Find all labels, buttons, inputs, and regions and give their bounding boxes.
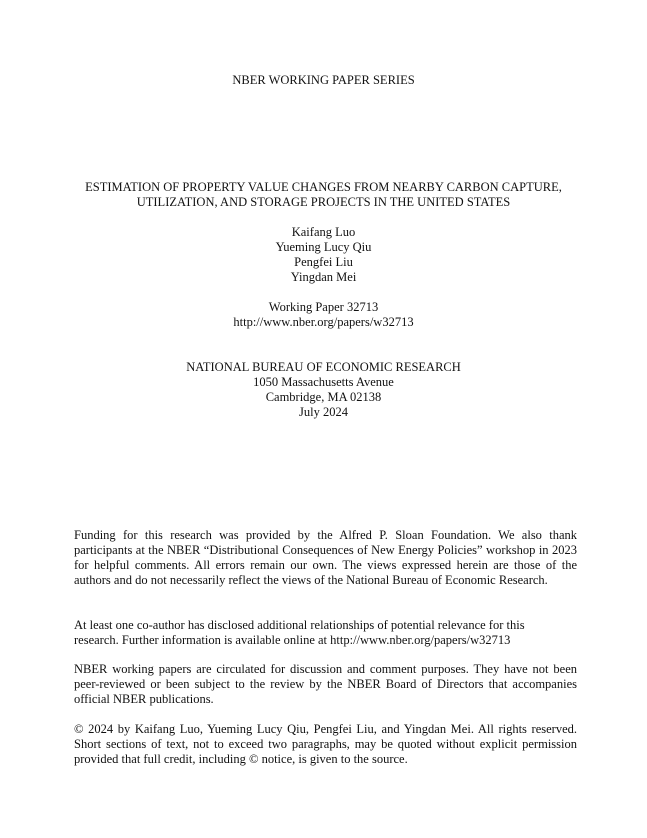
paper-title (0, 180, 647, 210)
copyright-paragraph: © 2024 by Kaifang Luo, Yueming Lucy Qiu, Pengfei Liu, and Yingdan Mei. All rights reserved. Short sections of text, not to exceed two paragraphs, may be quoted without explicit permission provided that full credit, including © notice, is given to the source. (74, 722, 577, 766)
series-title: NBER WORKING PAPER SERIES (232, 73, 415, 87)
working-paper-url[interactable]: http://www.nber.org/papers/w32713 (233, 315, 414, 329)
author-list (0, 225, 647, 285)
working-paper-info (0, 300, 647, 330)
institution-city: Cambridge, MA 02138 (265, 390, 382, 404)
author-name: Kaifang Luo (291, 225, 356, 239)
working-paper-number: Working Paper 32713 (268, 300, 379, 314)
title-line: ESTIMATION OF PROPERTY VALUE CHANGES FROM NEARBY CARBON CAPTURE, (85, 180, 562, 194)
publication-date: July 2024 (299, 405, 348, 419)
institution-name: NATIONAL BUREAU OF ECONOMIC RESEARCH (186, 360, 461, 374)
author-name: Yueming Lucy Qiu (275, 240, 372, 254)
institution-block (0, 360, 647, 420)
author-name: Pengfei Liu (294, 255, 353, 269)
disclosure-line: research. Further information is available online at http://www.nber.org/papers/w32713 (74, 633, 511, 647)
institution-street: 1050 Massachusetts Avenue (253, 375, 394, 389)
author-name: Yingdan Mei (290, 270, 357, 284)
title-line: UTILIZATION, AND STORAGE PROJECTS IN THE UNITED STATES (136, 195, 511, 209)
disclosure-paragraph (74, 618, 577, 648)
circulation-paragraph: NBER working papers are circulated for discussion and comment purposes. They have not been peer-reviewed or been subject to the review by the NBER Board of Directors that accompanies official NBER publications. (74, 662, 577, 706)
funding-paragraph: Funding for this research was provided by the Alfred P. Sloan Foundation. We also thank participants at the NBER “Distributional Consequences of New Energy Policies” workshop in 2023 for helpful comments. All errors remain our own. The views expressed herein are those of the authors and do not necessarily reflect the views of the National Bureau of Economic Research. (74, 528, 577, 587)
disclosure-line: At least one co-author has disclosed additional relationships of potential relevance for this (74, 618, 525, 632)
